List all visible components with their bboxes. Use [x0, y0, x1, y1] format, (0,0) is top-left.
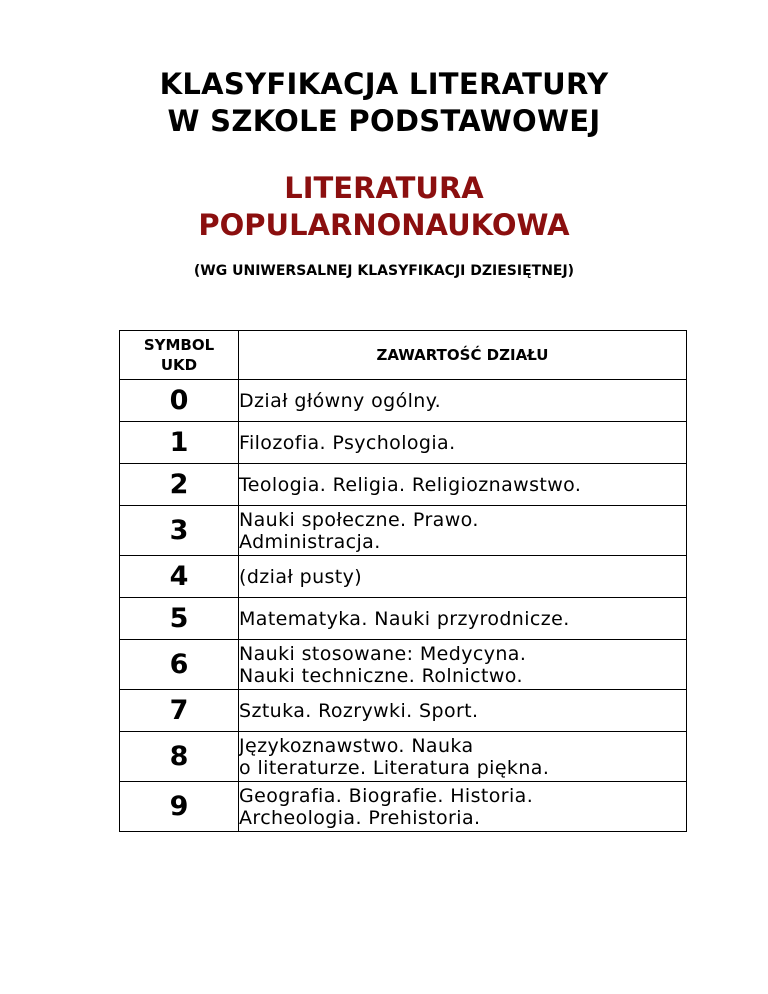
table-row [120, 464, 687, 506]
ukd-symbol: 3 [120, 506, 239, 556]
section-content [239, 556, 687, 598]
content-line-2: Administracja. [239, 530, 381, 553]
document-title [0, 66, 768, 140]
content-line-1: Teologia. Religia. Religioznawstwo. [239, 473, 582, 496]
section-content [239, 506, 687, 556]
ukd-symbol: 6 [120, 640, 239, 690]
ukd-symbol: 2 [120, 464, 239, 506]
ukd-symbol: 0 [120, 380, 239, 422]
ukd-symbol: 8 [120, 732, 239, 782]
content-line-1: Filozofia. Psychologia. [239, 431, 456, 454]
table-row [120, 640, 687, 690]
ukd-symbol: 9 [120, 782, 239, 832]
content-line-1: Nauki stosowane: Medycyna. [239, 642, 527, 665]
symbol-column-header [120, 331, 239, 380]
ukd-symbol: 5 [120, 598, 239, 640]
title-line-1: KLASYFIKACJA LITERATURY [159, 67, 609, 101]
content-line-1: Językoznawstwo. Nauka [239, 734, 474, 757]
symbol-header-line-1: SYMBOL [143, 336, 215, 354]
content-line-1: (dział pusty) [239, 565, 363, 588]
table-row [120, 556, 687, 598]
table-row [120, 506, 687, 556]
subtitle-line-1: LITERATURA [284, 171, 484, 205]
ukd-symbol: 7 [120, 690, 239, 732]
content-line-1: Matematyka. Nauki przyrodnicze. [239, 607, 570, 630]
section-content [239, 598, 687, 640]
table-header-row [120, 331, 687, 380]
content-line-1: Sztuka. Rozrywki. Sport. [239, 699, 479, 722]
content-line-1: Geografia. Biografie. Historia. [239, 784, 534, 807]
section-content [239, 782, 687, 832]
table-row [120, 690, 687, 732]
section-content [239, 464, 687, 506]
content-line-2: Nauki techniczne. Rolnictwo. [239, 664, 523, 687]
symbol-header-line-2: UKD [160, 356, 198, 374]
content-line-2: Archeologia. Prehistoria. [239, 806, 481, 829]
title-line-2: W SZKOLE PODSTAWOWEJ [167, 104, 601, 138]
content-line-1: Nauki społeczne. Prawo. [239, 508, 479, 531]
section-content [239, 422, 687, 464]
table-row [120, 782, 687, 832]
ukd-table [119, 330, 687, 832]
ukd-symbol: 1 [120, 422, 239, 464]
classification-note: (WG UNIWERSALNEJ KLASYFIKACJI DZIESIĘTNEJ) [193, 263, 575, 279]
table-row [120, 422, 687, 464]
subtitle-line-2: POPULARNONAUKOWA [198, 208, 570, 242]
table-row [120, 598, 687, 640]
section-content [239, 640, 687, 690]
content-line-1: Dział główny ogólny. [239, 389, 442, 412]
content-column-header: ZAWARTOŚĆ DZIAŁU [239, 331, 687, 380]
table-row [120, 380, 687, 422]
section-content [239, 732, 687, 782]
section-content [239, 380, 687, 422]
ukd-symbol: 4 [120, 556, 239, 598]
table-row [120, 732, 687, 782]
content-line-2: o literaturze. Literatura piękna. [239, 756, 550, 779]
document-subtitle [0, 170, 768, 244]
section-content [239, 690, 687, 732]
